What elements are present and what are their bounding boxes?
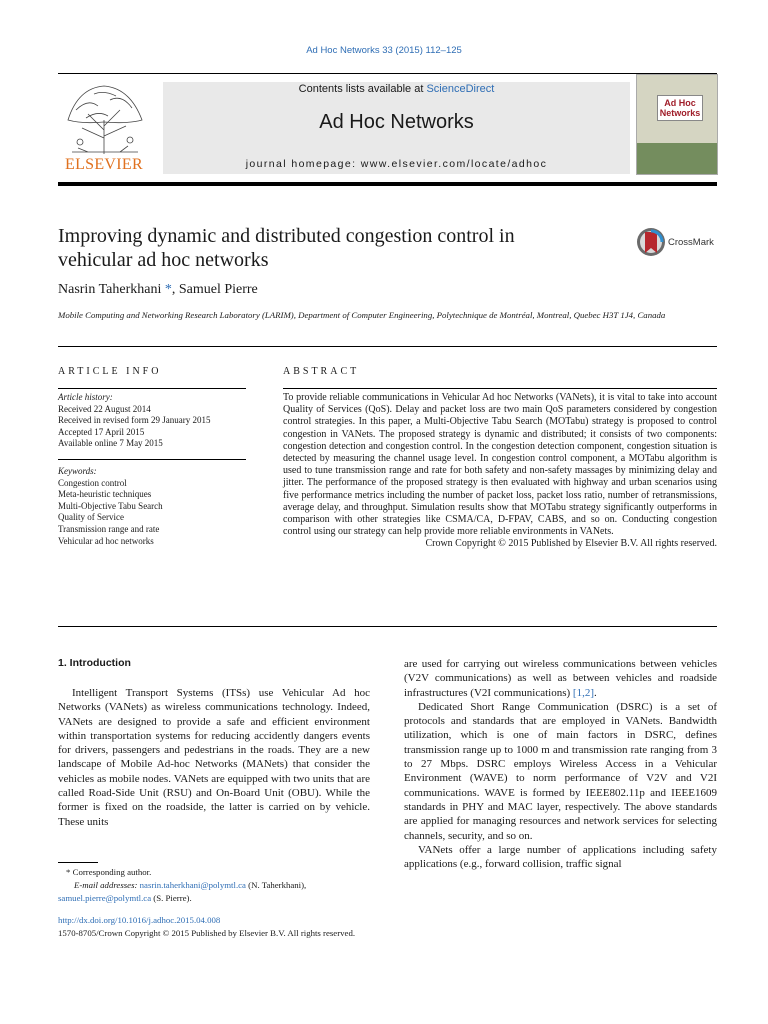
footnote-corresponding	[58, 866, 370, 879]
email-link-1[interactable]: nasrin.taherkhani@polymtl.ca	[139, 880, 246, 890]
paragraph: Intelligent Transport Systems (ITSs) use Vehicular Ad hoc Networks (VANets) as wireless communications technology. Indeed, VANets are designed to provide a safe and efficient environment within transportation systems for reducing accidently dangers events for drivers, passengers and pedestrians in the roads. They are a new landscape of Mobile Ad-hoc Networks (MANets) that consider the vehicles as mobile nodes. VANets are equipped with two units that are called Road-Side Unit (RSU) and On-Board Unit (OBU). While the former is fixed on the roadside, the latter is carried on by vehicle. These units	[58, 687, 370, 828]
author-1: Nasrin Taherkhani	[58, 282, 162, 297]
article-info-rule	[58, 388, 246, 389]
journal-homepage[interactable]: journal homepage: www.elsevier.com/locate/adhoc	[245, 158, 548, 170]
history-item: Received in revised form 29 January 2015	[58, 415, 211, 426]
journal-cover-image[interactable]	[636, 74, 718, 175]
left-column	[58, 686, 370, 829]
abstract-block	[283, 392, 717, 551]
affiliation: Mobile Computing and Networking Research Laboratory (LARIM), Department of Computer Engineering, Polytechnique de Montréal, Montreal, Quebec H3T 1J4, Canada	[58, 310, 666, 320]
issn-line: 1570-8705/Crown Copyright © 2015 Published by Elsevier B.V. All rights reserved.	[58, 928, 356, 938]
email-name-2: (S. Pierre).	[151, 893, 192, 903]
paragraph: Dedicated Short Range Communication (DSRC) is a set of protocols and standards that are employed in VANets. Bandwidth utilization, which is one of main factors in DSRC, defines transmission range up to 1000 m and transmission rate ranging from 3 to 27 Mbps. DSRC employs Wireless Access in a Vehicular Environment (WAVE) to norm performance of V2V and V2I communications. WAVE is formed by IEEE802.11p and IEEE1609 standards in PHY and MAC layer, respectively. The above standards are applied for managing resources and network services for selecting channels, security, and so on.	[404, 700, 717, 842]
footnote-emails	[58, 879, 370, 892]
paragraph: VANets offer a large number of applications including safety applications (e.g., forward collision, traffic signal	[404, 843, 717, 871]
abstract-copyright: Crown Copyright © 2015 Published by Elsevier B.V. All rights reserved.	[425, 538, 717, 550]
abstract-rule	[283, 388, 717, 389]
article-info-heading: ARTICLE INFO	[58, 366, 162, 377]
title-bottom-rule	[58, 346, 717, 347]
keywords-block	[58, 466, 246, 547]
footnote-emails-2	[58, 892, 370, 905]
keyword-item: Multi-Objective Tabu Search	[58, 500, 163, 511]
journal-reference-link[interactable]: Ad Hoc Networks 33 (2015) 112–125	[306, 45, 462, 56]
crossmark-label: CrossMark	[668, 237, 714, 248]
footnote-rule	[58, 862, 98, 863]
crossmark-icon	[636, 227, 666, 257]
article-title: Improving dynamic and distributed congestion control in vehicular ad hoc networks	[58, 225, 515, 271]
right-column	[404, 657, 717, 871]
header-top-rule	[58, 73, 717, 74]
keyword-item: Meta-heuristic techniques	[58, 489, 152, 500]
citation-link[interactable]: [1,2]	[572, 686, 594, 699]
footnote-corresponding-text: Corresponding author.	[72, 867, 152, 877]
history-item: Accepted 17 April 2015	[58, 426, 145, 437]
keyword-item: Transmission range and rate	[58, 523, 160, 534]
sciencedirect-link[interactable]: ScienceDirect	[426, 83, 495, 95]
cover-strip	[637, 143, 717, 174]
paragraph-end: .	[594, 686, 597, 699]
keyword-item: Congestion control	[58, 477, 127, 488]
abstract-bottom-rule	[58, 626, 717, 627]
author-separator: ,	[171, 282, 179, 297]
author-list	[58, 282, 258, 298]
paragraph	[404, 657, 717, 700]
history-item: Available online 7 May 2015	[58, 438, 163, 449]
cover-title: Ad Hoc Networks	[657, 95, 703, 121]
section-heading-introduction: 1. Introduction	[58, 657, 131, 669]
doi-link[interactable]: http://dx.doi.org/10.1016/j.adhoc.2015.04.008	[58, 915, 221, 925]
paragraph-text: are used for carrying out wireless communications between vehicles (V2V communications) as well as between vehicles and roadside infrastructures (V2I communications)	[404, 658, 717, 699]
author-2: Samuel Pierre	[178, 282, 258, 297]
history-label: Article history:	[58, 392, 113, 402]
article-history	[58, 392, 246, 450]
footnote-mark: *	[66, 867, 71, 877]
history-item: Received 22 August 2014	[58, 403, 151, 414]
abstract-heading: ABSTRACT	[283, 366, 360, 377]
journal-title: Ad Hoc Networks	[319, 111, 474, 133]
header-thick-rule	[58, 182, 717, 186]
keyword-item: Vehicular ad hoc networks	[58, 535, 154, 546]
contents-line	[163, 83, 630, 95]
email-link-2[interactable]: samuel.pierre@polymtl.ca	[58, 893, 152, 903]
email-label: E-mail addresses:	[74, 880, 140, 890]
keywords-label: Keywords:	[58, 466, 97, 476]
corresponding-author-mark[interactable]: *	[164, 282, 172, 297]
history-bottom-rule	[58, 459, 246, 460]
email-name-1: (N. Taherkhani),	[245, 880, 307, 890]
elsevier-wordmark: ELSEVIER	[65, 156, 143, 173]
abstract-text: To provide reliable communications in Vehicular Ad hoc Networks (VANets), it is vital to take into account Quality of Services (QoS). Delay and packet loss are two main QoS parameters considered by congestion control strategies. In this paper, a Multi-Objective Tabu Search (MOTabu) strategy is proposed to control congestion in VANets. The proposed strategy is dynamic and distributed; it consists of two components: congestion detection and congestion control. In the congestion detection component, congestion situation is detected by measuring the channel usage level. In congestion control component, a MOTabu algorithm is used to tune transmission range and rate for both safety and non-safety massages by minimizing delay and jitter. The performance of the proposed strategy is then evaluated with highway and urban scenarios using five performance metrics including the number of packet loss, packet loss ratio, number of retransmissions, average delay, and throughput. Simulation results show that MOTabu strategy significantly outperforms in comparison with other strategies like CSMA/CA, D-FPAV, CABS, and so on. Conducting congestion control using our strategy can help provide more reliable environments in VANets.	[283, 392, 717, 538]
footnote	[58, 866, 370, 905]
contents-prefix: Contents lists available at	[298, 83, 427, 95]
keyword-item: Quality of Service	[58, 512, 124, 523]
